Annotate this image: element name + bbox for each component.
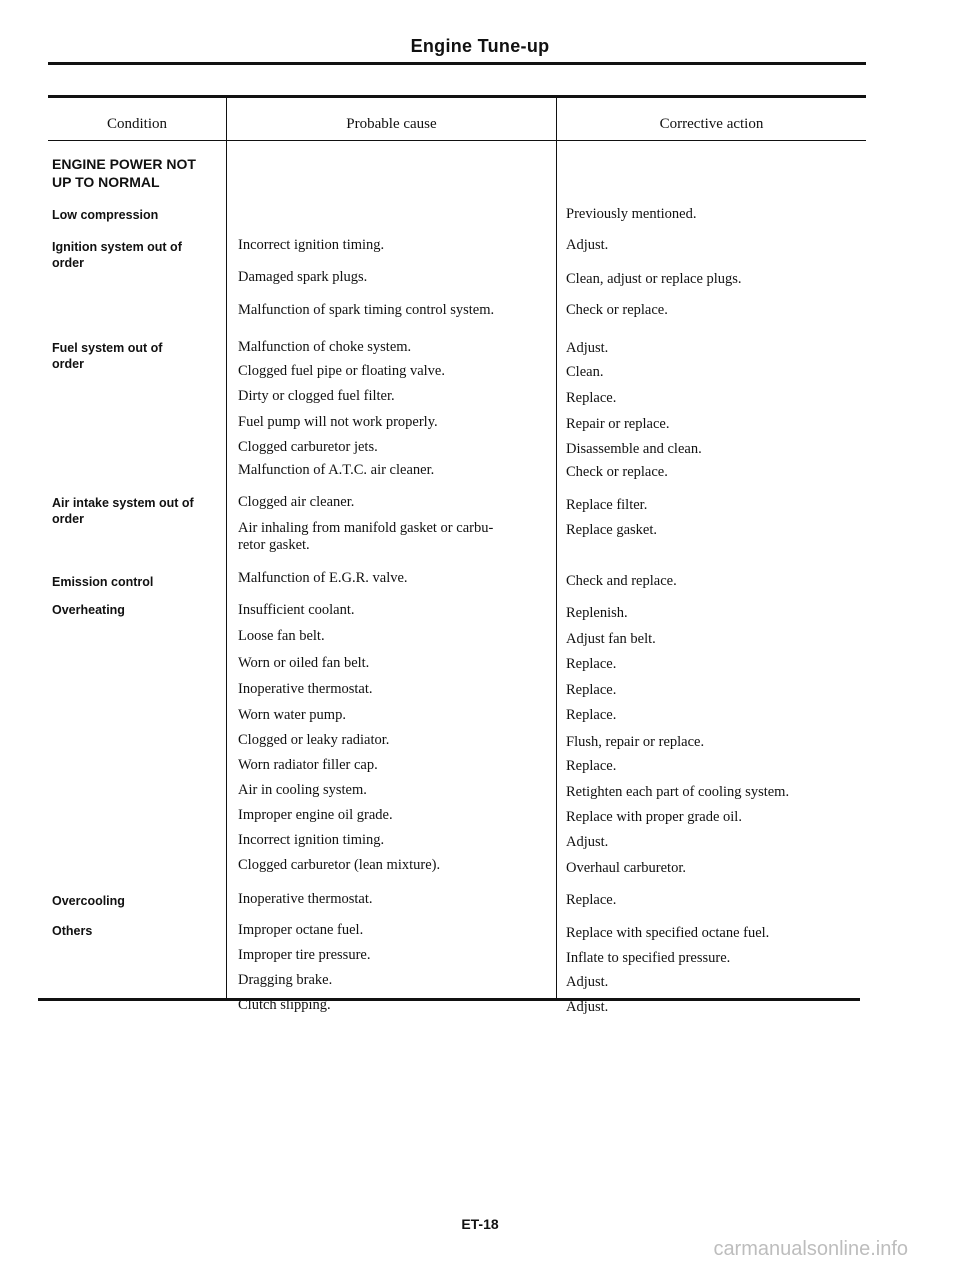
cause-item: Clogged carburetor jets. (238, 439, 378, 455)
action-item: Replace with specified octane fuel. (566, 925, 770, 941)
action-item: Overhaul carburetor. (566, 860, 686, 876)
table-top-rule (48, 95, 866, 98)
cause-item: Clogged fuel pipe or floating valve. (238, 363, 445, 379)
cause-item: Damaged spark plugs. (238, 269, 368, 285)
action-item: Adjust. (566, 974, 609, 990)
action-item: Adjust fan belt. (566, 631, 656, 647)
action-item: Replace. (566, 656, 617, 672)
page-title: Engine Tune-up (410, 36, 550, 56)
action-item: Clean, adjust or replace plugs. (566, 271, 742, 287)
cause-item: Fuel pump will not work properly. (238, 414, 438, 430)
header-probable-cause: Probable cause (346, 116, 437, 132)
action-item: Repair or replace. (566, 416, 670, 432)
action-item: Disassemble and clean. (566, 441, 702, 457)
cause-item: Worn radiator filler cap. (238, 757, 378, 773)
condition-engine-power: ENGINE POWER NOT UP TO NORMAL (52, 156, 196, 190)
cause-item: Malfunction of A.T.C. air cleaner. (238, 462, 435, 478)
cause-item: Worn water pump. (238, 707, 346, 723)
action-item: Adjust. (566, 834, 609, 850)
cause-item: Worn or oiled fan belt. (238, 655, 370, 671)
action-item: Replace. (566, 892, 617, 908)
action-item: Check or replace. (566, 302, 668, 318)
cause-item: Loose fan belt. (238, 628, 325, 644)
cause-item: Clogged carburetor (lean mixture). (238, 857, 441, 873)
header-rule (48, 140, 866, 141)
action-item: Previously mentioned. (566, 206, 697, 222)
watermark: carmanualsonline.info (713, 1238, 908, 1260)
cause-item: Incorrect ignition timing. (238, 832, 385, 848)
action-item: Check or replace. (566, 464, 668, 480)
column-divider-2 (556, 95, 557, 1000)
cause-item: Improper engine oil grade. (238, 807, 393, 823)
cause-item: Incorrect ignition timing. (238, 237, 385, 253)
action-item: Adjust. (566, 340, 609, 356)
action-item: Check and replace. (566, 573, 677, 589)
condition-ignition-system: Ignition system out of order (52, 240, 182, 270)
action-item: Clean. (566, 364, 604, 380)
condition-low-compression: Low compression (52, 208, 159, 222)
cause-item: Air in cooling system. (238, 782, 367, 798)
cause-item: Clutch slipping. (238, 997, 331, 1013)
cause-item: Clogged or leaky radiator. (238, 732, 390, 748)
action-item: Retighten each part of cooling system. (566, 784, 790, 800)
condition-overheating: Overheating (52, 603, 125, 617)
cause-item: Dirty or clogged fuel filter. (238, 388, 395, 404)
page-number: ET-18 (461, 1216, 499, 1232)
condition-fuel-system: Fuel system out of order (52, 341, 163, 371)
cause-item: Inoperative thermostat. (238, 681, 373, 697)
cause-item: Improper tire pressure. (238, 947, 371, 963)
cause-item: Malfunction of spark timing control system. (238, 302, 495, 318)
action-item: Replace. (566, 758, 617, 774)
cause-item: Air inhaling from manifold gasket or carbu- retor gasket. (238, 520, 494, 553)
cause-item: Clogged air cleaner. (238, 494, 355, 510)
header-condition: Condition (106, 116, 167, 132)
header-corrective-action: Corrective action (659, 116, 764, 132)
action-item: Adjust. (566, 999, 609, 1015)
condition-overcooling: Overcooling (52, 894, 125, 908)
condition-others: Others (52, 924, 93, 938)
title-rule (48, 62, 866, 65)
action-item: Adjust. (566, 237, 609, 253)
condition-emission-control: Emission control (52, 575, 154, 589)
action-item: Replace gasket. (566, 522, 657, 538)
action-item: Inflate to specified pressure. (566, 950, 731, 966)
cause-item: Insufficient coolant. (238, 602, 355, 618)
cause-item: Improper octane fuel. (238, 922, 364, 938)
column-divider-1 (226, 95, 227, 1000)
action-item: Flush, repair or replace. (566, 734, 705, 750)
action-item: Replenish. (566, 605, 628, 621)
cause-item: Malfunction of choke system. (238, 339, 412, 355)
action-item: Replace. (566, 390, 617, 406)
cause-item: Malfunction of E.G.R. valve. (238, 570, 408, 586)
action-item: Replace filter. (566, 497, 648, 513)
action-item: Replace. (566, 682, 617, 698)
action-item: Replace with proper grade oil. (566, 809, 742, 825)
cause-item: Dragging brake. (238, 972, 333, 988)
cause-item: Inoperative thermostat. (238, 891, 373, 907)
condition-air-intake: Air intake system out of order (52, 496, 194, 526)
action-item: Replace. (566, 707, 617, 723)
